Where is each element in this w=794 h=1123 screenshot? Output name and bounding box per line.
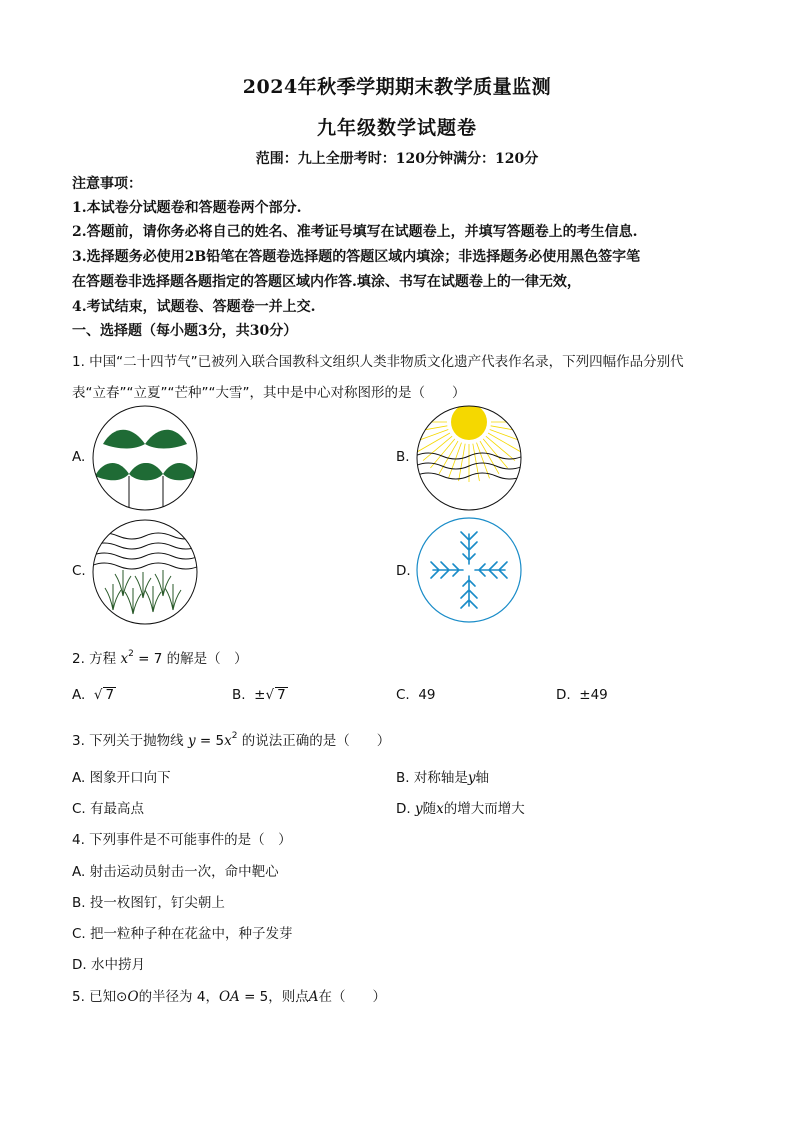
question-1-line-2: 表“立春”“立夏”“芒种”“大雪”，其中是中心对称图形的是（ ） <box>72 385 466 401</box>
q4-option-a: A. 射击运动员射击一次，命中靶心 <box>72 864 279 880</box>
q2-option-c: C. 49 <box>396 687 436 703</box>
q4-option-c: C. 把一粒种子种在花盆中，种子发芽 <box>72 926 293 942</box>
option-a-label: A. <box>72 449 86 465</box>
note-item: 2.答题前，请你务必将自己的姓名、准考证号填写在试题卷上，并填写答题卷上的考生信息. <box>72 224 638 240</box>
exam-subtitle: 九年级数学试题卷 <box>316 117 477 139</box>
notes-heading: 注意事项： <box>72 176 142 192</box>
option-b-label: B. <box>396 449 410 465</box>
note-item: 1.本试卷分试题卷和答题卷两个部分. <box>72 200 302 216</box>
lichun-sprout-image <box>91 404 199 512</box>
q2-option-b: B. ±√ 7 <box>232 687 286 703</box>
question-1-line-1: 1. 中国“二十四节气”已被列入联合国教科文组织人类非物质文化遗产代表作名录，下列四幅作品分别代 <box>72 354 684 370</box>
q2-option-a: A. √ 7 <box>72 687 115 703</box>
lixia-sun-image <box>415 404 523 512</box>
question-4-stem: 4. 下列事件是不可能事件的是（ ） <box>72 832 292 848</box>
mangzhong-grass-image <box>91 518 199 626</box>
q3-option-d: D. y随x的增大而增大 <box>396 801 525 817</box>
q4-option-d: D. 水中捞月 <box>72 957 145 973</box>
option-d-label: D. <box>396 563 411 579</box>
q2-option-d: D. ±49 <box>556 687 608 703</box>
question-3-stem: 3. 下列关于抛物线 $y = 5x^2$ 的说法正确的是（ ） <box>72 731 391 749</box>
section-heading: 一、选择题（每小题3分，共30分） <box>72 323 298 339</box>
question-2-stem: 2. 方程 $x^2 = 7$ 的解是（ ） <box>72 649 248 667</box>
q3-option-a: A. 图象开口向下 <box>72 770 171 786</box>
daxue-snowflake-image <box>415 516 523 624</box>
q3-option-c: C. 有最高点 <box>72 801 145 817</box>
note-item: 3.选择题务必使用2B铅笔在答题卷选择题的答题区域内填涂；非选择题务必使用黑色签字笔 <box>72 249 641 265</box>
exam-title: 2024年秋季学期期末教学质量监测 <box>242 76 552 98</box>
q4-option-b: B. 投一枚图钉，钉尖朝上 <box>72 895 225 911</box>
question-5-stem: 5. 已知⊙O的半径为 4，OA = 5，则点A在（ ） <box>72 989 387 1005</box>
note-item: 4.考试结束，试题卷、答题卷一并上交. <box>72 299 316 315</box>
exam-info: 范围：九上全册考时：120分钟满分：120分 <box>255 151 539 167</box>
note-item: 在答题卷非选择题各题指定的答题区域内作答.填涂、书写在试题卷上的一律无效， <box>72 274 581 290</box>
option-c-label: C. <box>72 563 86 579</box>
q3-option-b: B. 对称轴是y轴 <box>396 770 489 786</box>
